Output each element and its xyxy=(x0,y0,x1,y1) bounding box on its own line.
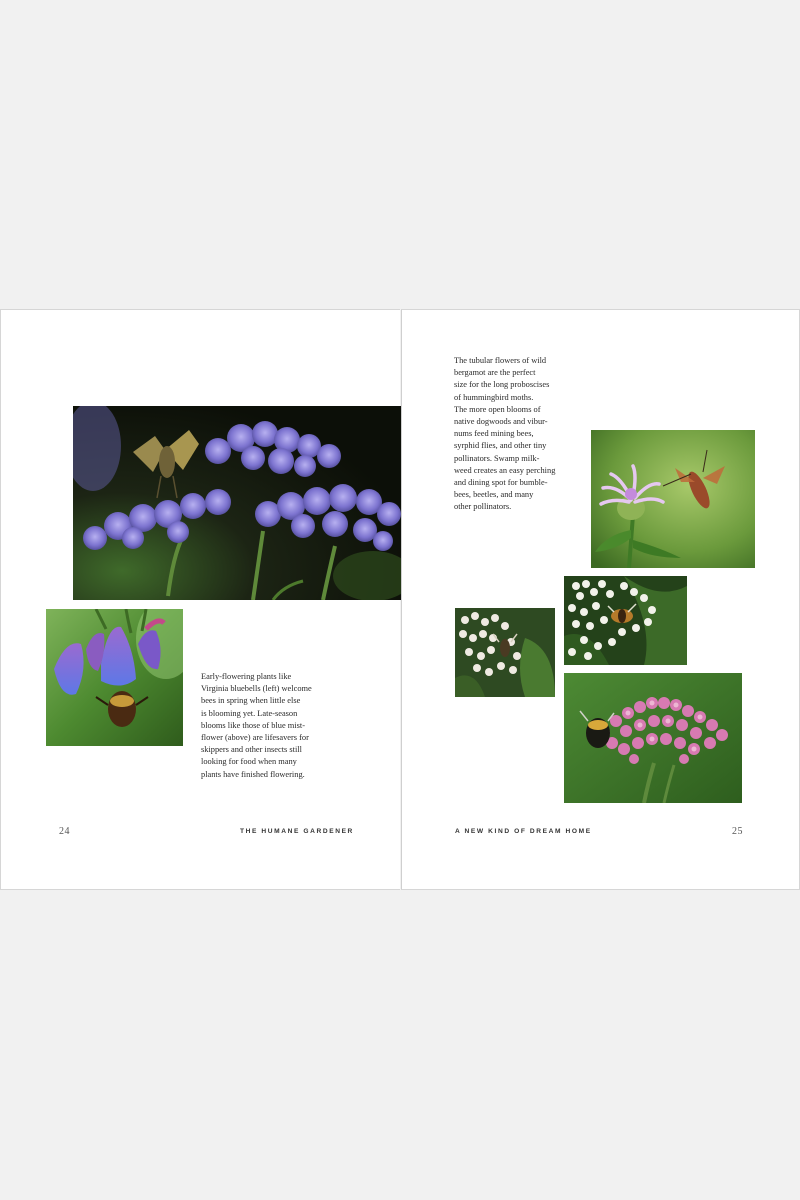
caption-line: of hummingbird moths. xyxy=(454,392,534,402)
caption-line: size for the long proboscises xyxy=(454,380,550,390)
caption-line: native dogwoods and vibur- xyxy=(454,417,548,427)
caption-line: weed creates an easy perching xyxy=(454,465,556,475)
viburnum-fly-photo xyxy=(455,608,555,697)
caption-line: bees in spring when little else xyxy=(201,696,301,706)
caption-line: pollinators. Swamp milk- xyxy=(454,453,540,463)
page-number-left: 24 xyxy=(59,826,70,837)
bluebell-bee-photo xyxy=(46,609,183,746)
caption-line: is blooming yet. Late-season xyxy=(201,708,298,718)
caption-line: skippers and other insects still xyxy=(201,745,302,755)
caption-line: other pollinators. xyxy=(454,502,512,512)
page-number-right: 25 xyxy=(732,826,743,837)
bergamot-moth-photo xyxy=(591,430,755,568)
book-spread xyxy=(0,309,800,890)
right-caption xyxy=(454,355,555,514)
caption-line: syrphid flies, and other tiny xyxy=(454,441,547,451)
caption-line: The tubular flowers of wild xyxy=(454,356,547,365)
running-head-right: A NEW KIND OF DREAM HOME xyxy=(455,828,592,835)
caption-line: and dining spot for bumble- xyxy=(454,478,548,488)
caption-line: plants have finished flowering. xyxy=(201,769,305,779)
dogwood-bee-photo xyxy=(564,576,687,665)
left-caption xyxy=(201,671,312,781)
caption-line: blooms like those of blue mist- xyxy=(201,720,305,730)
caption-line: flower (above) are lifesavers for xyxy=(201,733,309,743)
right-page xyxy=(401,309,800,890)
milkweed-bumblebee-photo xyxy=(564,673,742,803)
caption-line: bees, beetles, and many xyxy=(454,490,534,500)
caption-line: looking for food when many xyxy=(201,757,297,767)
caption-line: nums feed mining bees, xyxy=(454,429,534,439)
mistflower-skipper-photo xyxy=(73,406,401,600)
caption-line: Virginia bluebells (left) welcome xyxy=(201,684,312,694)
caption-line: Early-flowering plants like xyxy=(201,672,292,681)
caption-line: bergamot are the perfect xyxy=(454,368,536,378)
running-head-left: THE HUMANE GARDENER xyxy=(240,828,354,835)
left-page xyxy=(0,309,400,890)
caption-line: The more open blooms of xyxy=(454,404,541,414)
